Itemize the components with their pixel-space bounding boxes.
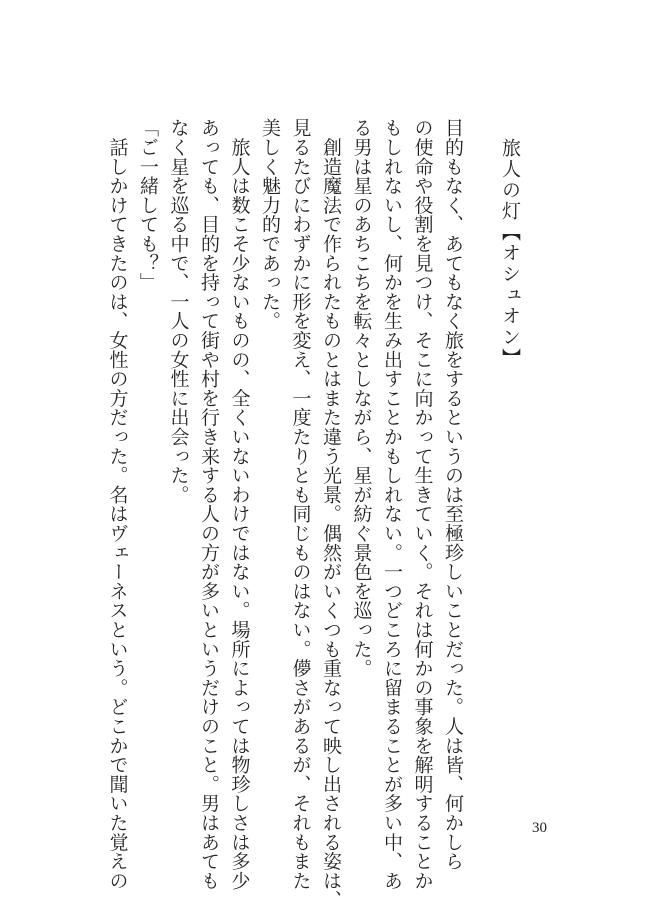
body-text — [98, 118, 468, 909]
text-line: る男は星のあちこちを転々としながら、星が紡ぐ景色を巡った。 — [350, 118, 373, 678]
text-line: 目的もなく、あてもなく旅をするというのは至極珍しいことだった。人は皆、何かしら — [442, 118, 464, 871]
page-number: 30 — [532, 820, 547, 836]
text-line: の使命や役割を見つけ、そこに向かって生きていく。それは何かの事象を解明することか — [411, 118, 434, 890]
text-line: なく星を巡る中で、一人の女性に出会った。 — [167, 118, 190, 504]
text-line: もしれないし、何かを生み出すことかもしれない。一つどころに留まることが多い中、あ — [381, 118, 403, 890]
chapter-title: 旅人の灯【オシュオン】 — [499, 138, 521, 369]
text-line: 「ご一緒しても？」 — [137, 118, 159, 292]
text-line: 見るたびにわずかに形を変え、一度たりとも同じものはない。儚さがあるが、それもまた — [289, 118, 312, 890]
text-line: 旅人は数こそ少ないものの、全くいないわけではない。場所によっては物珍しさは多少 — [228, 118, 251, 890]
text-line: 話しかけてきたのは、女性の方だった。名はヴェーネスという。どこかで聞いた覚えの — [106, 118, 129, 890]
text-line: 創造魔法で作られたものとはまた違う光景。偶然がいくつも重なって映し出される姿は、 — [320, 118, 342, 909]
text-line: 美しく魅力的であった。 — [259, 118, 281, 331]
text-line: あっても、目的を持って街や村を行き来する人の方が多いというだけのこと。男はあても — [198, 118, 220, 890]
